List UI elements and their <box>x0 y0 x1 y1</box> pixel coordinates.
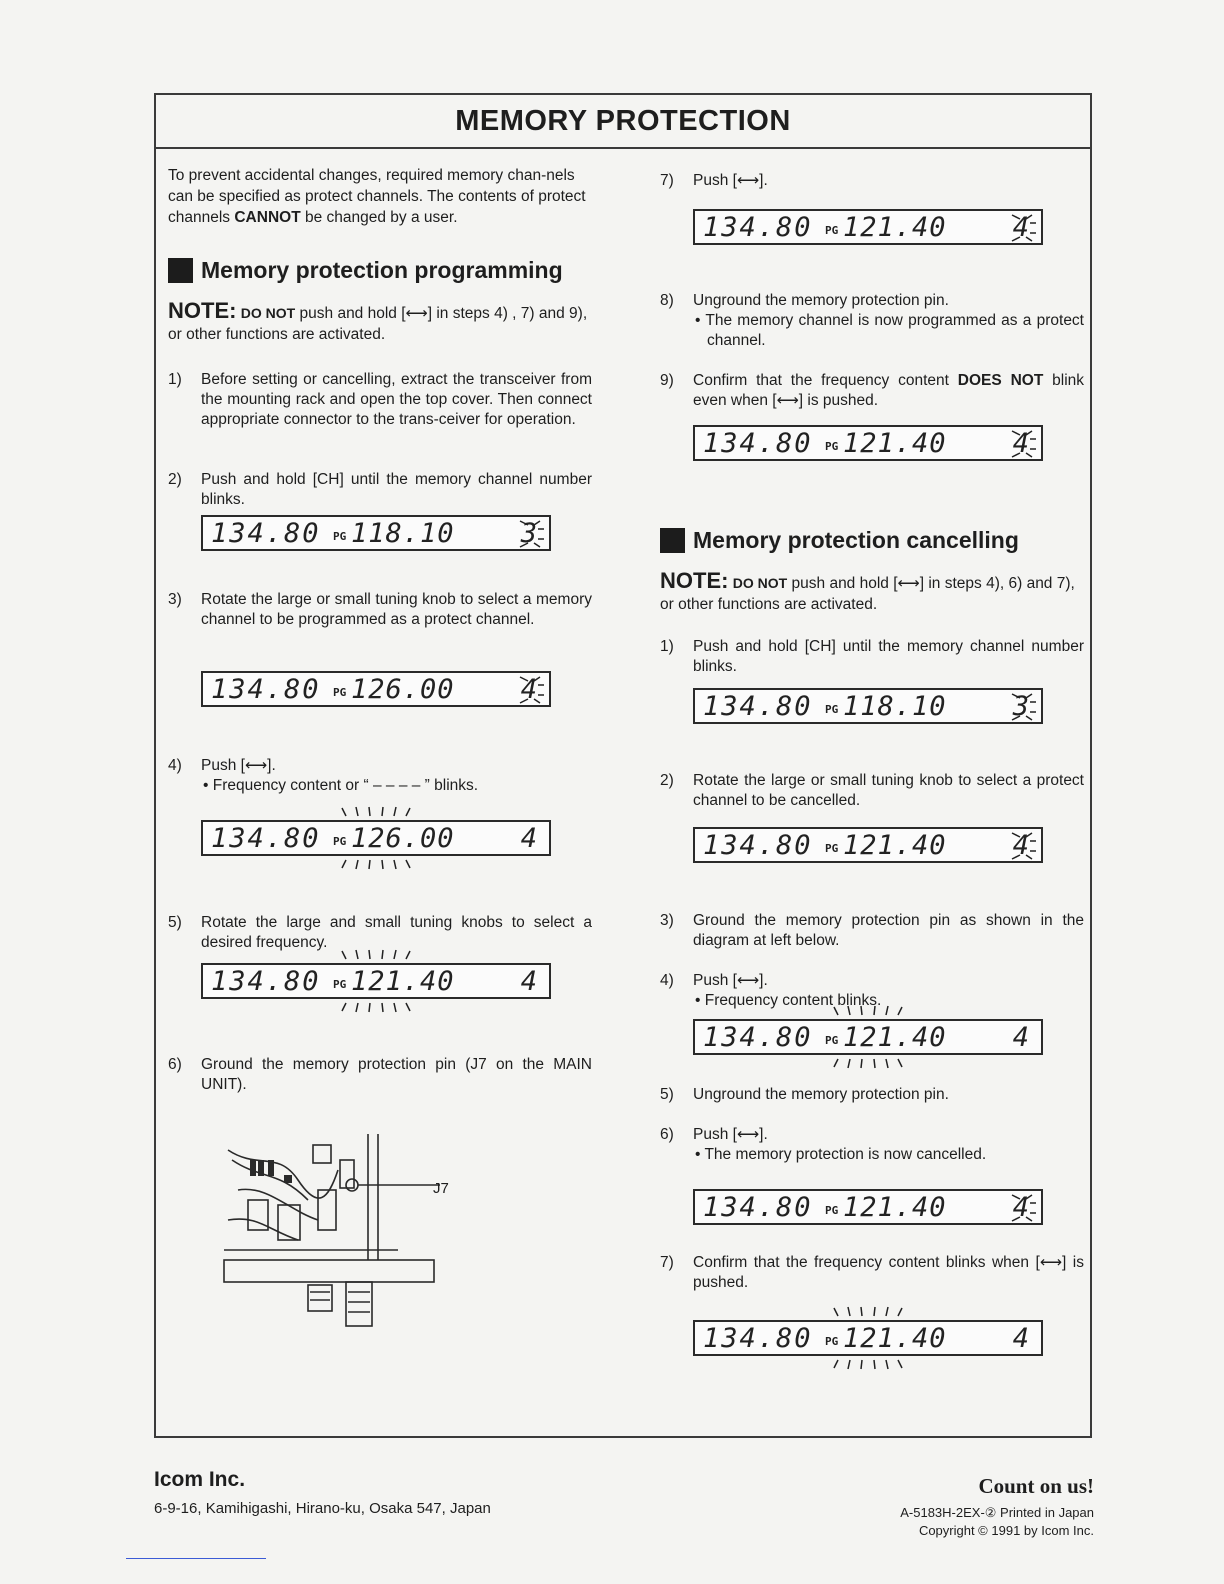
prog-step-4: 4) Push [⟷]. • Frequency content or “ – – – – ” blinks. <box>168 757 479 794</box>
lcd-display: 134.80 PG 121.40 4 <box>693 425 1043 461</box>
cancel-step-6: 6) Push [⟷]. • The memory protection is now cancelled. <box>660 1126 987 1163</box>
prog-step-7: 7) Push [⟷]. <box>660 172 768 189</box>
main-unit-diagram <box>218 1130 458 1340</box>
prog-step-8: 8) Unground the memory protection pin. • The memory channel is now programmed as a protect channel. <box>660 292 1084 349</box>
copyright: Copyright © 1991 by Icom Inc. <box>918 1523 1094 1538</box>
blink-marks-icon <box>338 1001 418 1013</box>
footer-right <box>900 1474 1094 1538</box>
section-marker-icon <box>168 258 193 283</box>
cancel-step-5: 5) Unground the memory protection pin. <box>660 1086 949 1103</box>
cancel-step-4: 4) Push [⟷]. • Frequency content blinks. <box>660 972 882 1009</box>
cancelling-note: NOTE: DO NOT push and hold [⟷] in steps 4), 6) and 7), or other functions are activated. <box>660 568 1075 613</box>
footer-left <box>154 1468 491 1517</box>
cancel-step-7: 7) Confirm that the frequency content blinks when [⟷] is pushed. <box>660 1254 1084 1291</box>
prog-step-2: 2) Push and hold [CH] until the memory channel number blinks. <box>168 471 592 508</box>
lcd-display: 134.80 PG 121.40 4 <box>693 1019 1043 1055</box>
j7-label: J7 <box>433 1180 449 1197</box>
lcd-display: 134.80 PG 121.40 4 <box>201 963 551 999</box>
company-name: Icom Inc. <box>154 1468 246 1491</box>
prog-step-1: 1) Before setting or cancelling, extract the transceiver from the mounting rack and open the top cover. Then connect appropriate connector to the trans-ceiver for operation. <box>168 371 592 428</box>
blink-marks-icon <box>338 949 418 961</box>
lcd-display: 134.80 PG 121.40 4 <box>693 1320 1043 1356</box>
cancelling-heading: Memory protection cancelling <box>660 527 1019 554</box>
link-underline <box>126 1558 266 1559</box>
cancel-step-2: 2) Rotate the large or small tuning knob to select a protect channel to be cancelled. <box>660 772 1084 809</box>
lcd-display: 134.80 PG 118.10 3 <box>201 515 551 551</box>
prog-step-9: 9) Confirm that the frequency content DOES NOT blink even when [⟷] is pushed. <box>660 372 1085 409</box>
cancel-step-1: 1) Push and hold [CH] until the memory channel number blinks. <box>660 638 1084 675</box>
lcd-display: 134.80 PG 118.10 3 <box>693 688 1043 724</box>
document-code: A-5183H-2EX-② Printed in Japan <box>900 1505 1094 1520</box>
lcd-display: 134.80 PG 126.00 4 <box>201 671 551 707</box>
programming-note: NOTE: DO NOT push and hold [⟷] in steps 4) , 7) and 9), or other functions are activated. <box>168 298 588 343</box>
lcd-display: 134.80 PG 121.40 4 <box>693 827 1043 863</box>
lcd-display: 134.80 PG 121.40 4 <box>693 1189 1043 1225</box>
cancel-step-3: 3) Ground the memory protection pin as shown in the diagram at left below. <box>660 912 1084 949</box>
slogan: Count on us! <box>978 1474 1094 1498</box>
blink-marks-icon <box>338 858 418 870</box>
company-address: 6-9-16, Kamihigashi, Hirano-ku, Osaka 547, Japan <box>154 1500 491 1517</box>
intro-text: To prevent accidental changes, required memory chan-nels can be specified as protect channels. The contents of protect channels CANNOT be changed by a user. <box>168 167 586 226</box>
blink-marks-icon <box>830 1306 910 1318</box>
programming-heading: Memory protection programming <box>168 257 563 284</box>
prog-step-5: 5) Rotate the large and small tuning knobs to select a desired frequency. <box>168 914 592 951</box>
page-title: MEMORY PROTECTION <box>156 95 1090 149</box>
blink-marks-icon <box>338 806 418 818</box>
prog-step-3: 3) Rotate the large or small tuning knob to select a memory channel to be programmed as a protect channel. <box>168 591 592 628</box>
lcd-display: 134.80 PG 126.00 4 <box>201 820 551 856</box>
blink-marks-icon <box>830 1057 910 1069</box>
page-frame <box>154 93 1092 1438</box>
lcd-display: 134.80 PG 121.40 4 <box>693 209 1043 245</box>
blink-marks-icon <box>830 1358 910 1370</box>
blink-marks-icon <box>830 1005 910 1017</box>
section-marker-icon <box>660 528 685 553</box>
prog-step-6: 6) Ground the memory protection pin (J7 on the MAIN UNIT). <box>168 1056 592 1093</box>
